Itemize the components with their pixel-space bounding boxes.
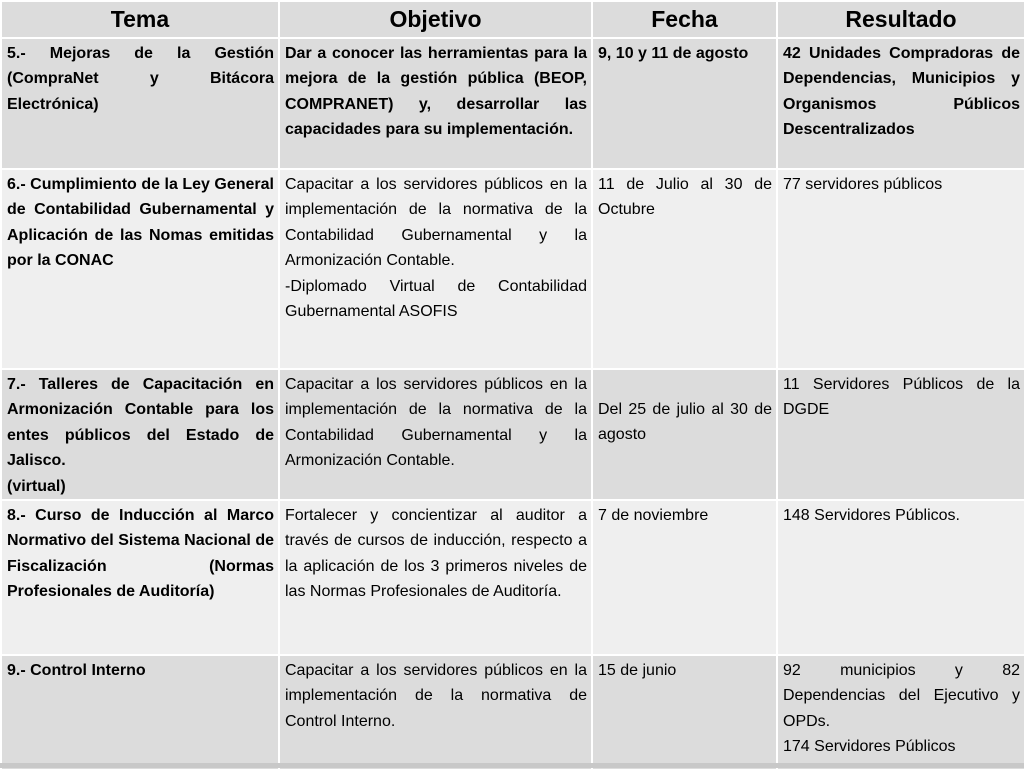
cell-resultado [777,655,1024,770]
cell-objetivo: Fortalecer y concientizar al auditor a través de cursos de inducción, respecto a la aplicación de los 3 primeros niveles de las Normas Profesionales de Auditoría. [279,500,592,655]
resultado-part-1: 92 municipios y 82 Dependencias del Ejecutivo y OPDs. [783,662,1020,730]
objetivo-part-1: Capacitar a los servidores públicos en la implementación de la normativa de la Contabilidad Gubernamental y la Armonización Contable. [285,176,587,270]
header-objetivo: Objetivo [279,1,592,38]
cell-tema: 9.- Control Interno [1,655,279,770]
table-row [1,169,1024,369]
header-resultado: Resultado [777,1,1024,38]
header-tema: Tema [1,1,279,38]
header-row [1,1,1024,38]
cell-tema: 6.- Cumplimiento de la Ley General de Contabilidad Gubernamental y Aplicación de las Nomas emitidas por la CONAC [1,169,279,369]
cell-resultado: 11 Servidores Públicos de la DGDE [777,369,1024,500]
cell-resultado: 77 servidores públicos [777,169,1024,369]
cell-resultado: 148 Servidores Públicos. [777,500,1024,655]
bottom-divider [0,763,1024,768]
resultado-part-2: 174 Servidores Públicos [783,738,956,756]
table-row [1,655,1024,770]
header-fecha: Fecha [592,1,777,38]
cell-fecha: Del 25 de julio al 30 de agosto [592,369,777,500]
cell-objetivo: Dar a conocer las herramientas para la mejora de la gestión pública (BEOP, COMPRANET) y, desarrollar las capacidades para su implementación. [279,38,592,169]
cell-objetivo: Capacitar a los servidores públicos en la implementación de la normativa de la Contabilidad Gubernamental y la Armonización Contable. [279,369,592,500]
cell-fecha: 9, 10 y 11 de agosto [592,38,777,169]
cell-resultado: 42 Unidades Compradoras de Dependencias, Municipios y Organismos Públicos Descentralizados [777,38,1024,169]
cell-tema: 5.- Mejoras de la Gestión (CompraNet y Bitácora Electrónica) [1,38,279,169]
cell-objetivo: Capacitar a los servidores públicos en la implementación de la normativa de Control Interno. [279,655,592,770]
cell-objetivo [279,169,592,369]
tema-part-1: 7.- Talleres de Capacitación en Armonización Contable para los entes públicos del Estado de Jalisco. [7,376,274,470]
objetivo-part-2: -Diplomado Virtual de Contabilidad Gubernamental ASOFIS [285,277,587,321]
table-row [1,369,1024,500]
table-row [1,500,1024,655]
cell-fecha: 15 de junio [592,655,777,770]
cell-fecha: 11 de Julio al 30 de Octubre [592,169,777,369]
cell-tema [1,369,279,500]
cell-fecha: 7 de noviembre [592,500,777,655]
table-row [1,38,1024,169]
cell-tema: 8.- Curso de Inducción al Marco Normativo del Sistema Nacional de Fiscalización (Normas Profesionales de Auditoría) [1,500,279,655]
tema-part-2: (virtual) [7,477,66,495]
